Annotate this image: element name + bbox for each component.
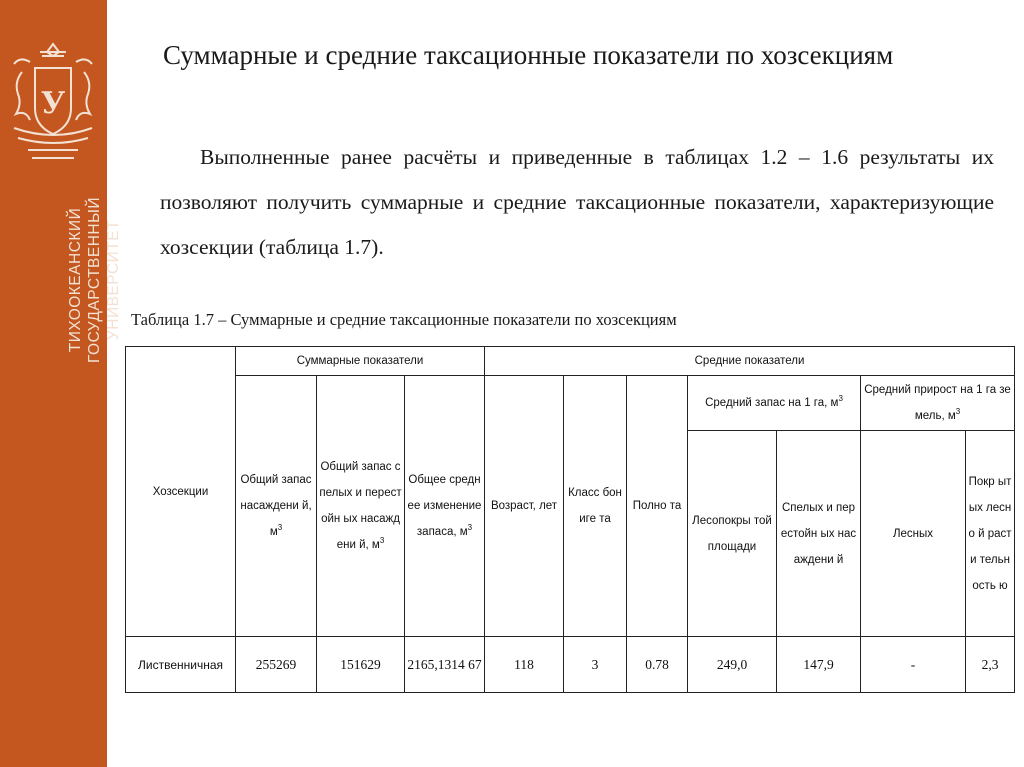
cell-forest: -	[861, 637, 966, 693]
university-name-line-3: УНИВЕРСИТЕТ	[105, 219, 122, 341]
header-group-average: Средние показатели	[485, 347, 1015, 376]
cell-avg-change: 2165,1314 67	[405, 637, 485, 693]
header-group-total: Суммарные показатели	[236, 347, 485, 376]
header-ripe-per-ha: Спелых и перестойн ых насаждени й	[777, 431, 861, 637]
svg-text:У: У	[40, 86, 66, 121]
header-avg-stock-group: Средний запас на 1 га, $м^3$	[688, 376, 861, 431]
cell-density: 0.78	[627, 637, 688, 693]
header-forest-covered: Покр ытых лесно й расти тельн ость ю	[966, 431, 1015, 637]
cell-name: Лиственничная	[126, 637, 236, 693]
header-ripe-stock: Общий запас спелых и перестойн ых насаждени й, $м^3$	[317, 376, 405, 637]
cell-ripe-stock: 151629	[317, 637, 405, 693]
header-hozsection: Хозсекции	[126, 347, 236, 637]
university-name-line-1: ТИХООКЕАНСКИЙ	[67, 207, 84, 353]
header-forest: Лесных	[861, 431, 966, 637]
header-avg-change: Общее среднее изменение запаса, $м^3$	[405, 376, 485, 637]
table-row	[126, 637, 1015, 693]
header-age: Возраст, лет	[485, 376, 564, 637]
cell-forest-covered: 2,3	[966, 637, 1015, 693]
university-coat-of-arms-icon	[2, 38, 105, 164]
university-name-line-2: ГОСУДАРСТВЕННЫЙ	[86, 197, 103, 363]
body-paragraph-text: Выполненные ранее расчёты и приведенные в таблицах 1.2 – 1.6 результаты их позволяют получить суммарные и средние таксационные показатели, характеризующие хозсекции (таблица 1.7).	[160, 145, 994, 259]
header-avg-growth-group: Средний прирост на 1 га земель, $м^3$	[861, 376, 1015, 431]
university-name	[66, 185, 123, 375]
header-total-stock: Общий запас насаждени й, $м^3$	[236, 376, 317, 637]
cell-age: 118	[485, 637, 564, 693]
header-bonitet: Класс бониге та	[564, 376, 627, 637]
cell-total-stock: 255269	[236, 637, 317, 693]
slide-title: Суммарные и средние таксационные показатели по хозсекциям	[163, 40, 894, 70]
cell-forested: 249,0	[688, 637, 777, 693]
header-forested-area: Лесопокры той площади	[688, 431, 777, 637]
body-paragraph	[160, 135, 994, 270]
sidebar	[0, 0, 122, 767]
header-density: Полно та	[627, 376, 688, 637]
table-caption: Таблица 1.7 – Суммарные и средние таксационные показатели по хозсекциям	[131, 310, 677, 329]
taxation-table	[125, 346, 1015, 693]
cell-bonitet: 3	[564, 637, 627, 693]
cell-ripe-per-ha: 147,9	[777, 637, 861, 693]
